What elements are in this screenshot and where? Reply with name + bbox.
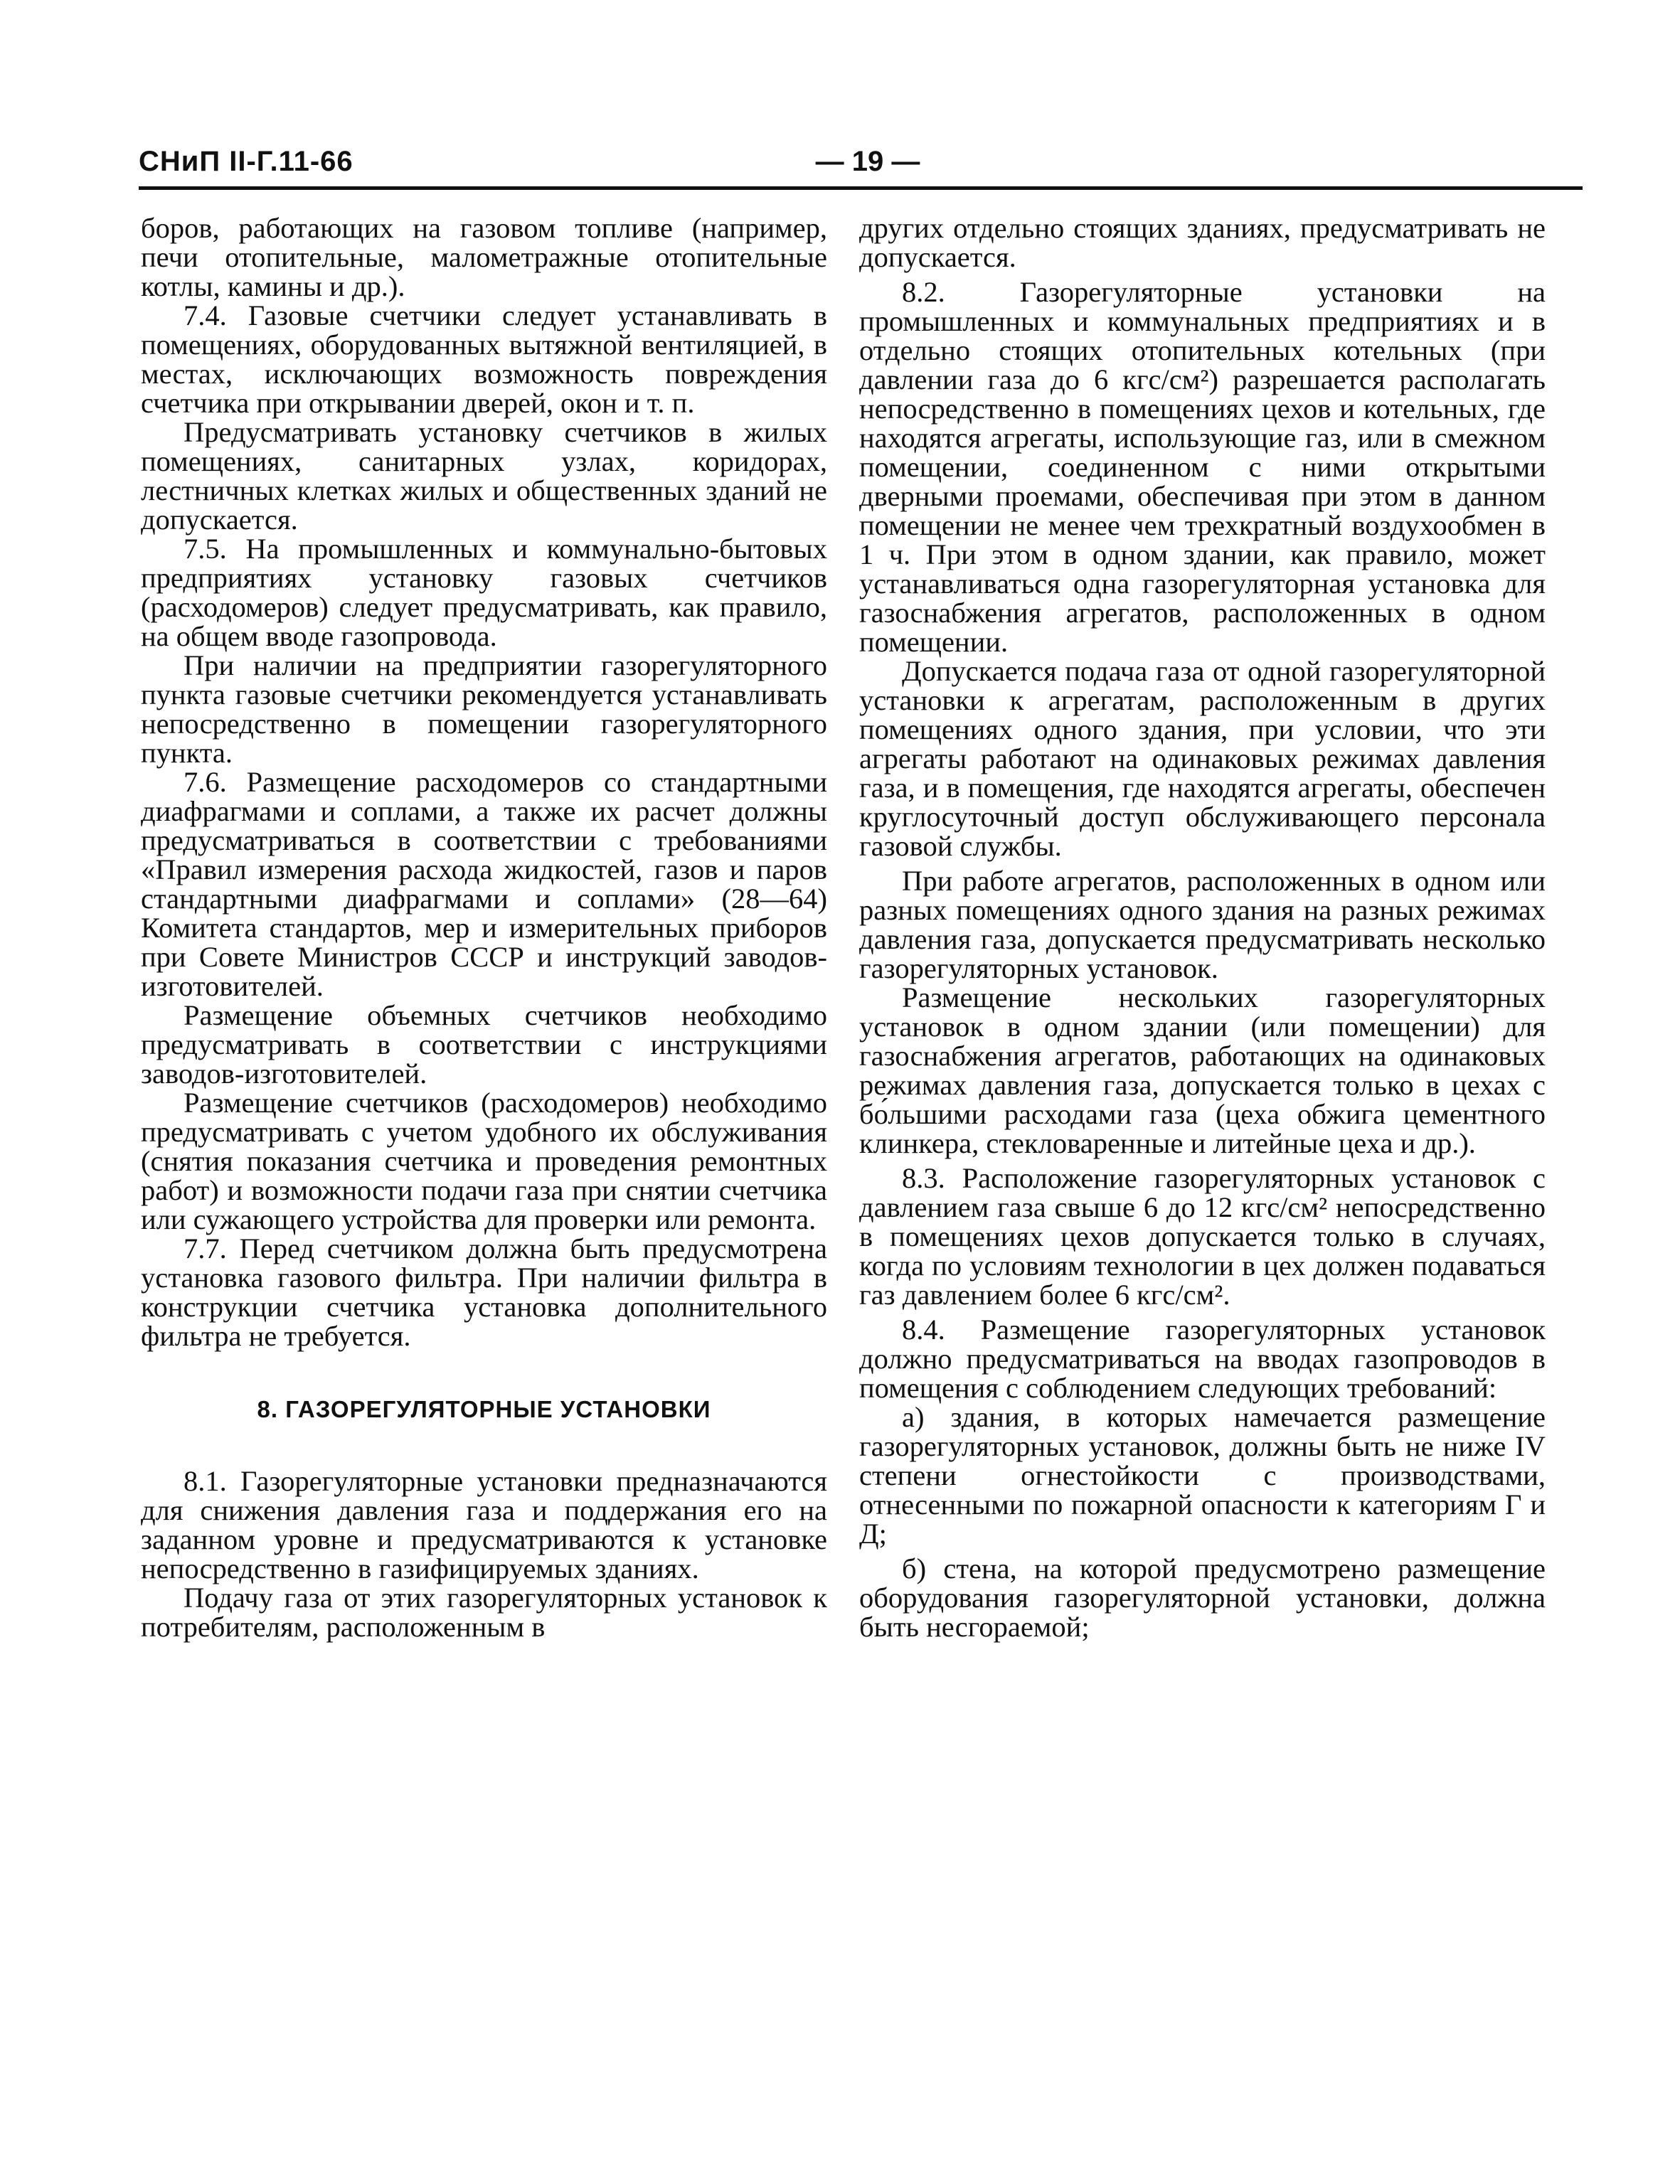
right-column [859, 213, 1546, 1641]
paragraph-7-4: 7.4. Газовые счетчики следует устанавливать в помещениях, оборудованных вытяжной вентиляцией, в местах, исключающих возможность повреждения счетчика при открывании дверей, окон и т. п. [141, 299, 827, 419]
document-code: СНиП II-Г.11-66 [139, 146, 353, 177]
paragraph: Предусматривать установку счетчиков в жилых помещениях, санитарных узлах, коридорах, лестничных клетках жилых и общественных зданий не допускается. [141, 416, 827, 536]
section-heading: 8. ГАЗОРЕГУЛЯТОРНЫЕ УСТАНОВКИ [257, 1396, 711, 1422]
paragraph: Подачу газа от этих газорегуляторных установок к потребителям, расположенным в [141, 1582, 827, 1643]
paragraph-7-6: 7.6. Размещение расходомеров со стандартными диафрагмами и соплами, а также их расчет должны предусматриваться в соответствии с требованиями «Правил измерения расхода жидкостей, газов и паров стандартными диафрагмами и соплами» (28—64) Комитета стандартов, мер и измерительных приборов при Совете Министров СССР и инструкций заводов-изготовителей. [141, 766, 827, 1002]
left-column [141, 213, 827, 1641]
paragraph: Размещение счетчиков (расходомеров) необходимо предусматривать с учетом удобного их обслуживания (снятия показания счетчика и проведения ремонтных работ) и возможности подачи газа при снятии счетчика или сужающего устройства для проверки или ремонта. [141, 1087, 827, 1235]
paragraph-7-5: 7.5. На промышленных и коммунально-бытовых предприятиях установку газовых счетчиков (расходомеров) следует предусматривать, как правило, на общем вводе газопровода. [141, 533, 827, 652]
paragraph: боров, работающих на газовом топливе (например, печи отопительные, малометражные отопительные котлы, камины и др.). [141, 212, 827, 302]
paragraph-8-3: 8.3. Расположение газорегуляторных установок с давлением газа свыше 6 до 12 кгс/см² непосредственно в помещениях цехов допускается только в случаях, когда по условиям технологии в цех должен подаваться газ давлением более 6 кгс/см². [859, 1162, 1546, 1311]
paragraph: При наличии на предприятии газорегуляторного пункта газовые счетчики рекомендуется устанавливать непосредственно в помещении газорегуляторного пункта. [141, 649, 827, 769]
paragraph: Допускается подача газа от одной газорегуляторной установки к агрегатам, расположенным в других помещениях одного здания, при условии, что эти агрегаты работают на одинаковых режимах давления газа, и в помещения, где находятся агрегаты, обеспечен круглосуточный доступ обслуживающего персонала газовой службы. [859, 655, 1546, 862]
list-item-a: а) здания, в которых намечается размещение газорегуляторных установок, должны быть не ниже IV степени огнестойкости с производствами, отнесенными по пожарной опасности к категориям Г и Д; [859, 1401, 1546, 1550]
paragraph: Размещение нескольких газорегуляторных установок в одном здании (или помещении) для газоснабжения агрегатов, работающих на одинаковых режимах давления газа, допускается только в цехах с бо́льшими расходами газа (цеха обжига цементного клинкера, стекловаренные и литейные цеха и др.). [859, 981, 1546, 1159]
paragraph: Размещение объемных счетчиков необходимо предусматривать в соответствии с инструкциями заводов-изготовителей. [141, 999, 827, 1090]
paragraph-8-1: 8.1. Газорегуляторные установки предназначаются для снижения давления газа и поддержания его на заданном уровне и предусматриваются к установке непосредственно в газифицируемых зданиях. [141, 1465, 827, 1584]
paragraph-7-7: 7.7. Перед счетчиком должна быть предусмотрена установка газового фильтра. При наличии фильтра в конструкции счетчика установка дополнительного фильтра не требуется. [141, 1232, 827, 1352]
paragraph: При работе агрегатов, расположенных в одном или разных помещениях одного здания на разных режимах давления газа, допускается предусматривать несколько газорегуляторных установок. [859, 865, 1546, 984]
paragraph-8-2: 8.2. Газорегуляторные установки на промышленных и коммунальных предприятиях и в отдельно стоящих отопительных котельных (при давлении газа до 6 кгс/см²) разрешается располагать непосредственно в помещениях цехов и котельных, где находятся агрегаты, использующие газ, или в смежном помещении, соединенном с ними открытыми дверными проемами, обеспечивая при этом в данном помещении не менее чем трехкратный воздухообмен в 1 ч. При этом в одном здании, как правило, может устанавливаться одна газорегуляторная установка для газоснабжения агрегатов, расположенных в одном помещении. [859, 276, 1546, 658]
page-number: — 19 — [815, 146, 920, 177]
paragraph-8-4: 8.4. Размещение газорегуляторных установок должно предусматриваться на вводах газопроводов в помещения с соблюдением следующих требований: [859, 1314, 1546, 1404]
page-header [139, 146, 1583, 188]
list-item-b: б) стена, на которой предусмотрено размещение оборудования газорегуляторной установки, должна быть несгораемой; [859, 1552, 1546, 1643]
header-rule [139, 186, 1583, 190]
paragraph: других отдельно стоящих зданиях, предусматривать не допускается. [859, 212, 1546, 273]
